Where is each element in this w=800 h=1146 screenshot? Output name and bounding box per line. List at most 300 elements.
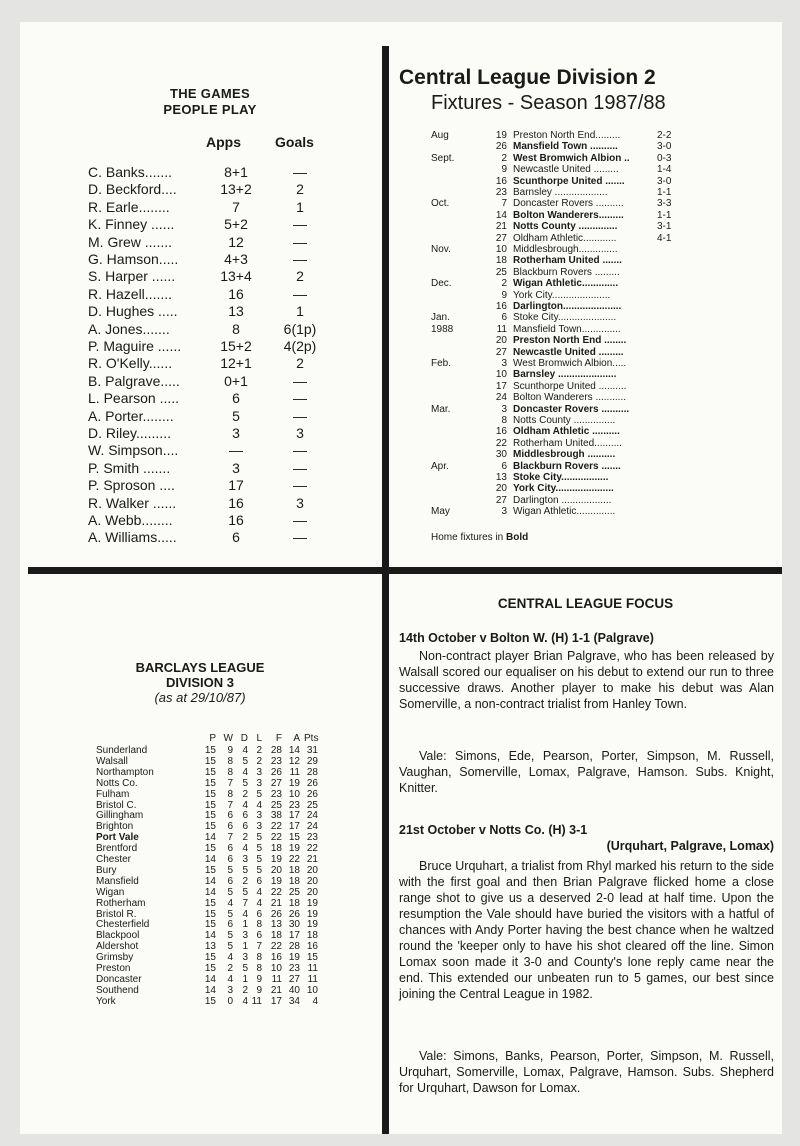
league-a: 25: [288, 886, 300, 898]
league-w: 7: [227, 832, 233, 844]
fixture-row: [431, 176, 681, 187]
fixture-opponent: Preston North End.........: [513, 130, 621, 141]
fixture-day: 18: [495, 255, 507, 267]
fixture-opponent: Barnsley ...................: [513, 187, 608, 198]
fixture-day: 2: [501, 278, 507, 290]
fixture-opponent: Middlesbrough..............: [513, 244, 618, 255]
league-team: Southend: [96, 984, 139, 996]
fixture-score: 4-1: [657, 232, 672, 244]
league-team: Fulham: [96, 788, 130, 800]
league-pts: 26: [306, 777, 318, 789]
fixture-score: 1-4: [657, 164, 672, 176]
goals-header: Goals: [275, 134, 314, 150]
league-l: 4: [256, 886, 262, 898]
fixtures-section: [389, 22, 782, 567]
league-pts: 20: [306, 864, 318, 876]
league-row: [96, 899, 356, 909]
league-f: 17: [270, 995, 282, 1007]
player-name: W. Simpson....: [88, 442, 179, 459]
league-a: 18: [288, 864, 300, 876]
player-row: [88, 477, 358, 494]
player-row: [88, 460, 358, 477]
league-w: 3: [227, 984, 233, 996]
league-l: 9: [256, 973, 262, 985]
player-goals: —: [293, 512, 307, 528]
league-f: 16: [270, 952, 282, 964]
league-d: 4: [242, 995, 248, 1007]
league-col-header: D: [240, 733, 248, 744]
league-l: 11: [251, 995, 262, 1007]
league-row: [96, 964, 356, 974]
player-row: [88, 338, 358, 355]
league-a: 17: [288, 810, 300, 822]
player-goals: —: [293, 407, 307, 424]
fixture-row: [431, 483, 681, 494]
league-w: 6: [227, 821, 233, 833]
player-name: A. Jones.......: [88, 320, 170, 337]
player-goals: —: [293, 251, 307, 267]
league-f: 11: [271, 973, 282, 985]
league-w: 8: [227, 788, 233, 800]
player-goals: —: [293, 390, 307, 407]
fixture-day: 16: [495, 301, 507, 312]
league-pts: 11: [307, 973, 318, 985]
fixture-row: [431, 415, 681, 426]
player-row: [88, 390, 358, 407]
fixture-day: 8: [501, 415, 507, 426]
league-p: 15: [204, 799, 216, 811]
league-a: 23: [288, 963, 300, 974]
fixture-row: [431, 495, 681, 506]
league-d: 6: [242, 821, 248, 833]
player-goals: —: [293, 372, 307, 389]
league-l: 3: [256, 766, 262, 778]
fixture-opponent: West Bromwich Albion.....: [513, 358, 627, 369]
vertical-divider: [382, 46, 389, 1134]
league-pts: 20: [306, 886, 318, 898]
league-l: 3: [256, 821, 262, 833]
fixture-day: 3: [501, 403, 507, 415]
fixture-opponent: Middlesbrough ..........: [513, 449, 616, 461]
fixture-row: [431, 392, 681, 403]
league-pts: 4: [312, 995, 318, 1007]
league-d: 3: [242, 952, 248, 964]
fixture-opponent: Wigan Athletic.............: [513, 278, 619, 290]
home-fixtures-note: Home fixtures in Bold: [431, 532, 529, 543]
league-f: 19: [270, 875, 282, 887]
league-l: 6: [256, 875, 262, 887]
league-w: 6: [227, 810, 233, 822]
player-row: [88, 234, 358, 251]
league-row: [96, 822, 356, 832]
league-a: 26: [288, 908, 300, 920]
league-pts: 22: [306, 843, 318, 855]
league-row: [96, 833, 356, 843]
fixture-opponent: Blackburn Rovers .........: [513, 266, 620, 278]
fixture-opponent: West Bromwich Albion ..: [513, 152, 630, 164]
player-apps: 3: [232, 425, 240, 441]
league-pts: 10: [306, 984, 318, 996]
player-name: R. Earle........: [88, 198, 170, 215]
fixture-opponent: Darlington.....................: [513, 301, 622, 312]
league-d: 7: [242, 897, 248, 909]
fixture-opponent: Oldham Athletic ..........: [513, 426, 620, 438]
league-l: 5: [256, 832, 262, 844]
fixture-day: 27: [495, 346, 507, 358]
league-w: 4: [227, 897, 233, 909]
player-goals: —: [293, 477, 307, 494]
fixture-opponent: Stoke City.................: [513, 472, 609, 483]
league-a: 10: [288, 788, 300, 800]
player-row: [88, 408, 358, 425]
league-w: 6: [227, 854, 233, 865]
fixture-opponent: Notts County ...............: [513, 415, 616, 426]
league-pts: 31: [306, 745, 318, 756]
apps-header: Apps: [206, 134, 241, 150]
league-p: 14: [204, 930, 216, 942]
player-row: [88, 164, 358, 181]
fixtures-subtitle: Fixtures - Season 1987/88: [431, 92, 666, 114]
league-d: 3: [242, 854, 248, 865]
fixture-month: Oct.: [431, 198, 450, 210]
league-pts: 28: [306, 766, 318, 778]
league-team: Grimsby: [96, 952, 134, 964]
fixture-row: [431, 461, 681, 472]
player-name: P. Maguire ......: [88, 338, 182, 354]
league-team: Brentford: [96, 843, 138, 855]
league-f: 21: [270, 897, 282, 909]
league-table-section: [20, 574, 382, 1134]
league-pts: 24: [306, 821, 318, 833]
league-w: 5: [227, 930, 233, 942]
focus-title: CENTRAL LEAGUE FOCUS: [497, 596, 674, 611]
fixture-day: 14: [495, 209, 507, 221]
league-team: Doncaster: [96, 973, 142, 985]
player-apps: 6: [232, 529, 240, 546]
player-row: [88, 268, 358, 285]
fixture-opponent: Mansfield Town ..........: [513, 141, 618, 153]
league-row: [96, 997, 356, 1007]
league-team: Aldershot: [96, 941, 139, 953]
player-goals: 2: [296, 355, 304, 372]
player-apps: 12: [228, 233, 244, 250]
fixture-row: [431, 221, 681, 232]
league-d: 5: [242, 886, 248, 898]
league-d: 4: [242, 843, 248, 855]
fixture-month: Dec.: [431, 278, 452, 290]
player-row: [88, 355, 358, 372]
league-pts: 19: [306, 897, 318, 909]
league-f: 26: [270, 908, 282, 920]
fixtures-title: Central League Division 2: [399, 66, 656, 89]
fixture-opponent: Darlington ..................: [513, 494, 612, 506]
player-name: R. Walker ......: [88, 494, 177, 511]
league-p: 14: [204, 854, 216, 865]
league-p: 15: [204, 766, 216, 778]
league-pts: 20: [306, 875, 318, 887]
player-name: A. Porter........: [88, 407, 174, 424]
fixture-row: [431, 153, 681, 164]
league-p: 15: [204, 755, 216, 767]
league-p: 15: [204, 788, 216, 800]
league-team: Brighton: [96, 821, 134, 833]
league-row: [96, 768, 356, 778]
central-league-focus-section: [389, 574, 782, 1134]
fixture-score: 2-2: [657, 130, 672, 141]
fixture-opponent: Preston North End ........: [513, 335, 627, 347]
player-row: [88, 216, 358, 233]
fixture-opponent: Bolton Wanderers.........: [513, 209, 624, 221]
league-row: [96, 855, 356, 865]
league-row: [96, 942, 356, 952]
league-d: 4: [242, 799, 248, 811]
league-pts: 29: [306, 755, 318, 767]
player-goals: 3: [296, 494, 304, 511]
league-p: 15: [204, 810, 216, 822]
league-team: Sunderland: [96, 745, 148, 756]
league-l: 5: [256, 864, 262, 876]
fixture-day: 21: [495, 221, 507, 233]
fixture-month: Feb.: [431, 358, 452, 369]
player-name: D. Hughes .....: [88, 303, 178, 320]
fixture-opponent: Mansfield Town..............: [513, 323, 621, 335]
player-apps: 5+2: [224, 216, 248, 233]
league-row: [96, 779, 356, 789]
fixture-score: 3-0: [657, 175, 672, 187]
league-l: 6: [256, 908, 262, 920]
fixture-opponent: Rotherham United .......: [513, 255, 622, 267]
player-goals: —: [293, 442, 307, 459]
player-name: P. Sproson ....: [88, 477, 175, 494]
league-d: 5: [242, 777, 248, 789]
league-w: 7: [227, 777, 233, 789]
fixture-row: [431, 164, 681, 175]
league-p: 14: [204, 973, 216, 985]
fixture-month: May: [431, 506, 450, 518]
player-apps: 16: [228, 494, 244, 511]
fixture-day: 13: [495, 472, 507, 483]
fixture-opponent: Bolton Wanderers ...........: [513, 392, 627, 404]
fixture-day: 6: [501, 460, 507, 472]
fixture-month: Apr.: [431, 460, 449, 472]
league-team: Gillingham: [96, 810, 144, 822]
player-name: A. Williams.....: [88, 529, 177, 546]
league-pts: 26: [306, 788, 318, 800]
player-row: [88, 529, 358, 546]
player-name: B. Palgrave.....: [88, 372, 180, 389]
league-p: 15: [204, 821, 216, 833]
fixture-row: [431, 324, 681, 335]
league-row: [96, 920, 356, 930]
player-goals: —: [293, 529, 307, 546]
league-a: 12: [288, 755, 300, 767]
fixture-row: [431, 267, 681, 278]
player-apps: —: [229, 442, 243, 459]
league-p: 15: [204, 995, 216, 1007]
player-goals: 1: [296, 303, 304, 320]
fixture-month: Sept.: [431, 152, 455, 164]
league-d: 4: [242, 908, 248, 920]
player-apps: 16: [228, 512, 244, 528]
fixture-day: 7: [501, 198, 507, 210]
player-row: [88, 286, 358, 303]
league-p: 14: [204, 832, 216, 844]
league-f: 18: [270, 930, 282, 942]
fixture-row: [431, 210, 681, 221]
fixture-opponent: Scunthorpe United .......: [513, 175, 625, 187]
fixture-day: 16: [495, 426, 507, 438]
league-l: 3: [256, 810, 262, 822]
fixture-score: 0-3: [657, 152, 672, 164]
league-pts: 16: [306, 941, 318, 953]
league-col-header: A: [293, 733, 300, 744]
league-a: 40: [288, 984, 300, 996]
fixture-row: [431, 278, 681, 289]
player-goals: 4(2p): [283, 338, 317, 354]
games-title: THE GAMES PEOPLE PLAY: [163, 86, 257, 117]
player-goals: 3: [296, 425, 304, 441]
league-team: Walsall: [96, 755, 128, 767]
league-p: 15: [204, 777, 216, 789]
league-w: 4: [227, 973, 233, 985]
league-f: 27: [270, 777, 282, 789]
league-w: 5: [227, 941, 233, 953]
league-w: 8: [227, 766, 233, 778]
player-goals: 2: [296, 268, 304, 285]
league-header-row: [96, 734, 356, 744]
league-d: 2: [242, 832, 248, 844]
league-a: 19: [288, 952, 300, 964]
horizontal-divider: [28, 567, 782, 574]
player-apps: 13+4: [220, 268, 252, 285]
league-l: 5: [256, 854, 262, 865]
fixture-opponent: York City.....................: [513, 289, 611, 301]
player-apps: 5: [232, 407, 240, 424]
league-w: 2: [227, 963, 233, 974]
fixture-day: 26: [495, 141, 507, 153]
programme-page: [20, 22, 782, 1134]
league-w: 0: [227, 995, 233, 1007]
league-f: 23: [270, 788, 282, 800]
fixture-row: [431, 290, 681, 301]
league-p: 15: [204, 963, 216, 974]
fixture-day: 10: [495, 244, 507, 255]
league-w: 6: [227, 843, 233, 855]
league-w: 6: [227, 919, 233, 931]
match2-report: Bruce Urquhart, a trialist from Rhyl marked his return to the side with the first goal and then Brian Palgrave flicked home a close range shot to give us a deserved 2-0 lead at half time. Upon the resumption the Vale should have buried the visitors with a hatful of chances with Andy Porter having the best chance when he waltzed round the 'keeper only to have his shot cleared off the line. Simon Lomax soon made it 3-0 and County's lone reply came near the end. This extended our unbeaten run to 5 games, our best since joining the Central League in 1982.: [399, 859, 774, 1001]
league-row: [96, 975, 356, 985]
player-name: P. Smith .......: [88, 459, 171, 476]
games-people-play-section: [20, 22, 382, 567]
player-name: L. Pearson .....: [88, 390, 180, 407]
league-team: Rotherham: [96, 897, 146, 909]
fixture-day: 20: [495, 335, 507, 347]
fixture-day: 24: [495, 392, 507, 404]
fixture-row: [431, 449, 681, 460]
league-a: 34: [288, 995, 300, 1007]
league-f: 18: [270, 843, 282, 855]
league-p: 15: [204, 897, 216, 909]
league-p: 15: [204, 745, 216, 756]
match2-heading: 21st October v Notts Co. (H) 3-1 (Urquhart, Palgrave, Lomax): [399, 823, 774, 853]
league-pts: 18: [306, 930, 318, 942]
league-w: 9: [227, 745, 233, 756]
league-l: 5: [256, 788, 262, 800]
fixture-day: 25: [495, 266, 507, 278]
league-d: 1: [242, 973, 248, 985]
league-row: [96, 931, 356, 941]
league-p: 15: [204, 864, 216, 876]
fixture-day: 6: [501, 312, 507, 324]
league-team: Blackpool: [96, 930, 140, 942]
player-apps: 3: [232, 459, 240, 476]
league-f: 22: [270, 832, 282, 844]
fixture-day: 17: [495, 380, 507, 392]
league-team: Chesterfield: [96, 919, 150, 931]
league-team: Port Vale: [96, 832, 139, 844]
league-f: 38: [270, 810, 282, 822]
fixture-opponent: Oldham Athletic............: [513, 232, 617, 244]
league-team: Mansfield: [96, 875, 139, 887]
league-p: 14: [204, 875, 216, 887]
player-name: M. Grew .......: [88, 233, 173, 250]
player-apps: 0+1: [224, 372, 248, 389]
league-f: 10: [270, 963, 282, 974]
league-row: [96, 746, 356, 756]
league-col-header: L: [256, 733, 262, 744]
league-row: [96, 844, 356, 854]
league-d: 2: [242, 984, 248, 996]
player-row: [88, 495, 358, 512]
league-d: 1: [242, 919, 248, 931]
league-f: 26: [270, 766, 282, 778]
league-a: 17: [288, 930, 300, 942]
fixture-opponent: Newcastle United .........: [513, 164, 619, 176]
match2-lineup: Vale: Simons, Banks, Pearson, Porter, Simpson, M. Russell, Urquhart, Somerville, Lomax, Palgrave, Hamson. Subs. Shepherd for Urquhart, Dawson for Lomax.: [399, 1049, 774, 1095]
league-d: 2: [242, 875, 248, 887]
fixture-row: [431, 358, 681, 369]
fixture-opponent: York City.....................: [513, 483, 614, 495]
league-row: [96, 811, 356, 821]
fixture-day: 30: [495, 449, 507, 461]
player-apps: 13+2: [220, 181, 252, 198]
fixture-month: Mar.: [431, 403, 451, 415]
player-apps: 7: [232, 198, 240, 215]
player-apps: 16: [228, 285, 244, 302]
match1-heading: 14th October v Bolton W. (H) 1-1 (Palgrave): [399, 631, 654, 645]
fixture-score: 1-1: [657, 209, 672, 221]
league-d: 2: [242, 788, 248, 800]
league-f: 19: [270, 854, 282, 865]
league-col-header: Pts: [304, 733, 319, 744]
fixture-score: 1-1: [657, 187, 672, 198]
league-team: Chester: [96, 854, 132, 865]
league-p: 15: [204, 843, 216, 855]
league-a: 17: [288, 821, 300, 833]
league-row: [96, 866, 356, 876]
league-w: 6: [227, 875, 233, 887]
league-a: 28: [288, 941, 300, 953]
fixture-row: [431, 426, 681, 437]
league-row: [96, 888, 356, 898]
player-row: [88, 512, 358, 529]
fixture-row: [431, 506, 681, 517]
player-name: S. Harper ......: [88, 268, 176, 285]
league-a: 11: [289, 766, 300, 778]
league-row: [96, 801, 356, 811]
league-pts: 21: [306, 854, 318, 865]
fixture-row: [431, 244, 681, 255]
